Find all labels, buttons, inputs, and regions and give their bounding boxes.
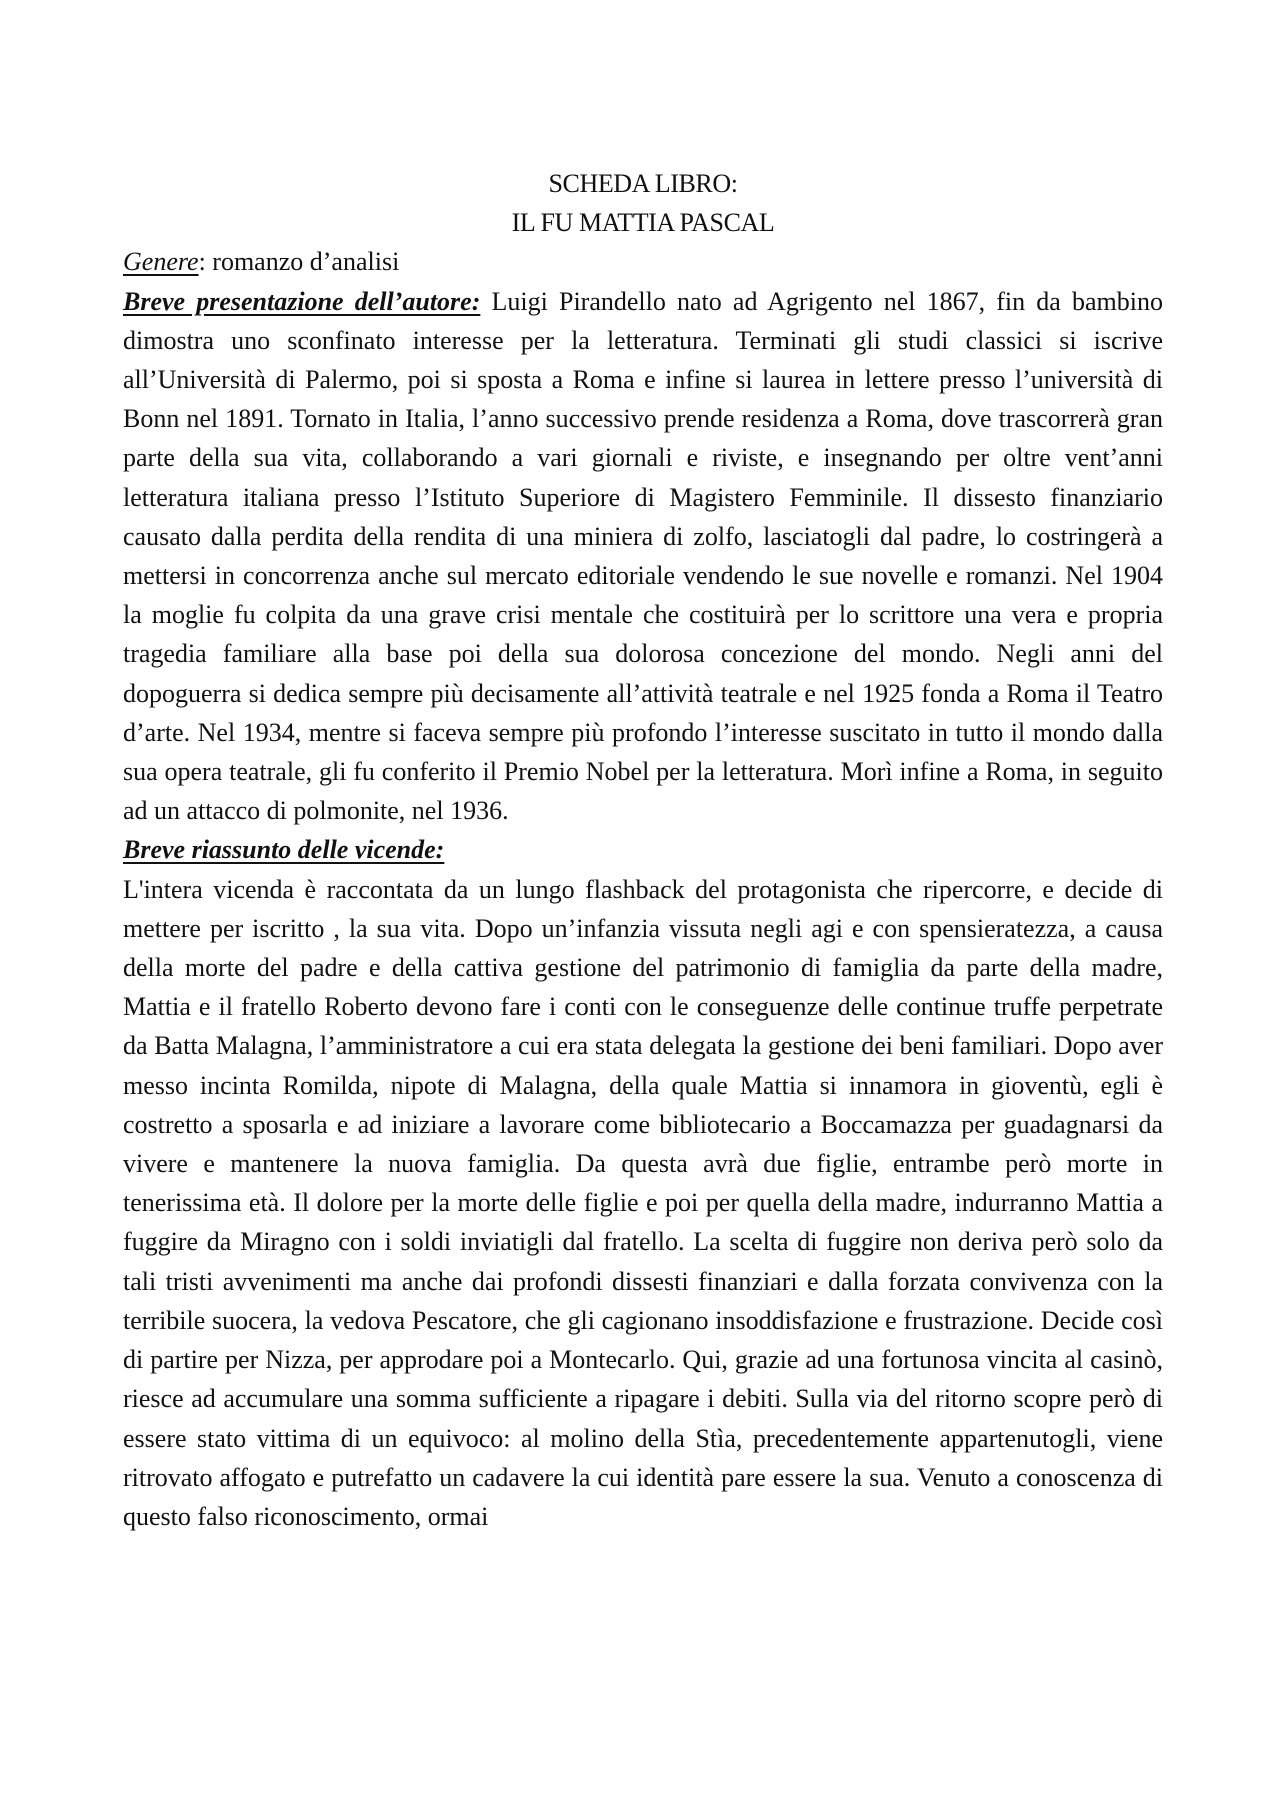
author-section-heading: Breve presentazione dell’autore: <box>123 286 481 316</box>
summary-text: L'intera vicenda è raccontata da un lungo flashback del protagonista che ripercorre, e decide di mettere per iscritto , la sua vita. Dopo un’infanzia vissuta negli agi e con spensieratezza, a causa della morte del padre e della cattiva gestione del patrimonio di famiglia da parte della madre, Mattia e il fratello Roberto devono fare i conti con le conseguenze delle continue truffe perpetrate da Batta Malagna, l’amministratore a cui era stata delegata la gestione dei beni familiari. Dopo aver messo incinta Romilda, nipote di Malagna, della quale Mattia si innamora in gioventù, egli è costretto a sposarla e ad iniziare a lavorare come bibliotecario a Boccamazza per guadagnarsi da vivere e mantenere la nuova famiglia. Da questa avrà due figlie, entrambe però morte in tenerissima età. Il dolore per la morte delle figlie e poi per quella della madre, indurranno Mattia a fuggire da Miragno con i soldi inviatigli dal fratello. La scelta di fuggire non deriva però solo da tali tristi avvenimenti ma anche dai profondi dissesti finanziari e dalla forzata convivenza con la terribile suocera, la vedova Pescatore, che gli cagionano insoddisfazione e frustrazione. Decide così di partire per Nizza, per approdare poi a Montecarlo. Qui, grazie ad una fortunosa vincita al casinò, riesce ad accumulare una somma sufficiente a ripagare i debiti. Sulla via del ritorno scopre però di essere stato vittima di un equivoco: al molino della Stìa, precedentemente appartenutogli, viene ritrovato affogato e putrefatto un cadavere la cui identità pare essere la sua. Venuto a conoscenza di questo falso riconoscimento, ormai <box>123 874 1163 1531</box>
genre-separator: : <box>198 247 213 277</box>
title-line-2: IL FU MATTIA PASCAL <box>511 208 775 238</box>
author-paragraph <box>123 282 1163 831</box>
summary-paragraph <box>123 870 1163 1536</box>
title-line-1: SCHEDA LIBRO: <box>548 169 738 198</box>
summary-section-heading: Breve riassunto delle vicende: <box>123 835 445 865</box>
genre-label: Genere <box>123 247 199 277</box>
author-presentation-text: Luigi Pirandello nato ad Agrigento nel 1867, fin da bambino dimostra uno sconfinato interesse per la letteratura. Terminati gli studi classici si iscrive all’Università di Palermo, poi si sposta a Roma e infine si laurea in lettere presso l’università di Bonn nel 1891. Tornato in Italia, l’anno successivo prende residenza a Roma, dove trascorrerà gran parte della sua vita, collaborando a vari giornali e riviste, e insegnando per oltre vent’anni letteratura italiana presso l’Istituto Superiore di Magistero Femminile. Il dissesto finanziario causato dalla perdita della rendita di una miniera di zolfo, lasciatogli dal padre, lo costringerà a mettersi in concorrenza anche sul mercato editoriale vendendo le sue novelle e romanzi. Nel 1904 la moglie fu colpita da una grave crisi mentale che costituirà per lo scrittore una vera e propria tragedia familiare alla base poi della sua dolorosa concezione del mondo. Negli anni del dopoguerra si dedica sempre più decisamente all’attività teatrale e nel 1925 fonda a Roma il Teatro d’arte. Nel 1934, mentre si faceva sempre più profondo l’interesse suscitato in tutto il mondo dalla sua opera teatrale, gli fu conferito il Premio Nobel per la letteratura. Morì infine a Roma, in seguito ad un attacco di polmonite, nel 1936. <box>123 286 1163 826</box>
genre-value: romanzo d’analisi <box>212 247 400 277</box>
genre-line <box>123 242 1163 281</box>
document-body <box>123 164 1163 1536</box>
